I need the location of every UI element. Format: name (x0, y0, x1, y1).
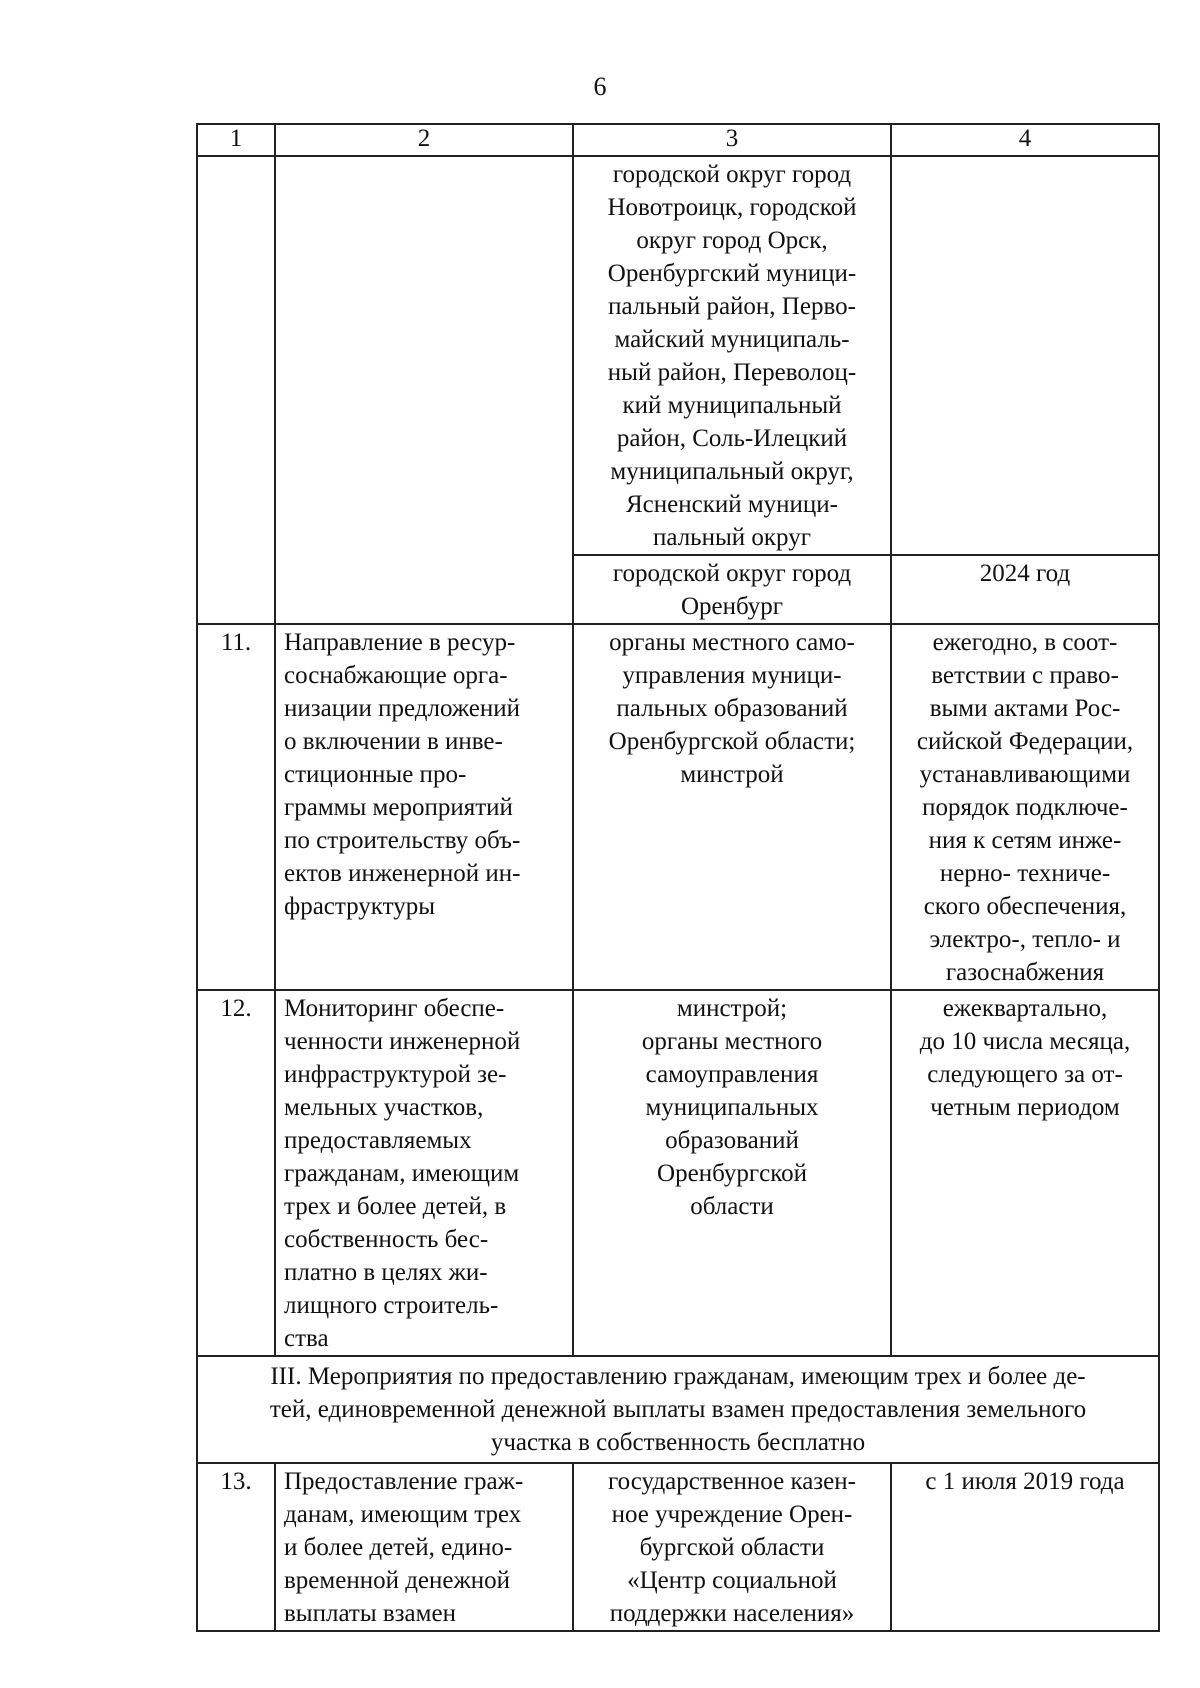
cell-measure (275, 990, 573, 1356)
text-line: Мониторинг обеспе- (284, 995, 505, 1022)
text-line: гражданам, имеющим (284, 1160, 520, 1187)
text-line: ный район, Переволоц- (607, 359, 857, 386)
text-line: граммы мероприятий (284, 794, 513, 821)
row-number: 12. (197, 990, 275, 1356)
text-line: и более детей, едино- (284, 1534, 513, 1561)
text-line: нерно- техниче- (939, 860, 1111, 887)
text-line: Оренбург (680, 593, 784, 620)
text-line: устанавливающими (919, 761, 1131, 788)
text-line: выплаты взамен (284, 1600, 456, 1627)
cell-executor (573, 1463, 891, 1631)
cell-empty (197, 156, 275, 624)
cell-executor (573, 624, 891, 990)
text-line: Ясненский муници- (625, 491, 839, 518)
cell-deadline (891, 624, 1159, 990)
text-line: по строительству объ- (284, 827, 521, 854)
page-number: 6 (593, 72, 607, 101)
header-col-3: 3 (573, 124, 891, 156)
text-line: городской округ город (612, 560, 852, 587)
text-line: образований (665, 1127, 799, 1154)
cell-measure (275, 1463, 573, 1631)
table-row (197, 990, 1159, 1356)
text-line: участка в собственность бесплатно (490, 1429, 866, 1456)
text-line: кий муниципальный (622, 392, 842, 419)
text-line: Оренбургской области; (608, 728, 856, 755)
text-line: ченности инженерной (284, 1028, 521, 1055)
text-line: самоуправления (645, 1061, 819, 1088)
text-line: III. Мероприятия по предоставлению гражданам, имеющим трех и более де- (270, 1363, 1086, 1390)
text-line: ектов инженерной ин- (284, 860, 521, 887)
text-line: округ город Орск, (636, 227, 828, 254)
text-line: Новотроицк, городской (607, 194, 857, 221)
header-col-2: 2 (275, 124, 573, 156)
text-line: минстрой; (676, 995, 788, 1022)
text-line: ежеквартально, (942, 995, 1108, 1022)
text-line: следующего за от- (927, 1061, 1123, 1088)
text-line: до 10 числа месяца, (919, 1028, 1131, 1055)
table-header-row (197, 124, 1159, 156)
text-line: пальных образований (616, 695, 848, 722)
text-line: электро-, тепло- и (929, 926, 1121, 953)
text-line: ского обеспечения, (923, 893, 1127, 920)
text-line: временной денежной (284, 1567, 511, 1594)
text-line: органы местного (641, 1028, 823, 1055)
cell-deadline: с 1 июля 2019 года (891, 1463, 1159, 1631)
text-line: пальный район, Перво- (608, 293, 856, 320)
cell-empty (891, 156, 1159, 555)
text-line: платно в целях жи- (284, 1259, 488, 1286)
text-line: ветствии с право- (931, 662, 1119, 689)
text-line: ния к сетям инже- (928, 827, 1122, 854)
text-line: Предоставление граж- (284, 1468, 524, 1495)
text-line: стиционные про- (284, 761, 467, 788)
text-line: фраструктуры (284, 893, 436, 920)
text-line: ежегодно, в соот- (932, 629, 1118, 656)
header-col-4: 4 (891, 124, 1159, 156)
header-col-1: 1 (197, 124, 275, 156)
cell-orenburg (573, 555, 891, 624)
section-row (197, 1356, 1159, 1463)
text-line: газоснабжения (945, 959, 1105, 986)
text-line: поддержки населения» (609, 1600, 855, 1627)
text-line: соснабжающие орга- (284, 662, 508, 689)
text-line: сийской Федерации, (916, 728, 1134, 755)
text-line: мельных участков, (284, 1094, 484, 1121)
cell-measure (275, 624, 573, 990)
text-line: майский муниципаль- (614, 326, 850, 353)
text-line: Направление в ресур- (284, 629, 516, 656)
text-line: четным периодом (930, 1094, 1120, 1121)
text-line: муниципальный округ, (610, 458, 854, 485)
table-row (197, 156, 1159, 555)
section-title (197, 1356, 1159, 1463)
text-line: городской округ город (612, 161, 852, 188)
text-line: Оренбургской (657, 1160, 807, 1187)
text-line: низации предложений (284, 695, 521, 722)
cell-year: 2024 год (891, 555, 1159, 624)
text-line: бургской области (639, 1534, 825, 1561)
text-line: данам, имеющим трех (284, 1501, 522, 1528)
text-line: государственное казен- (608, 1468, 856, 1495)
text-line: ства (284, 1325, 329, 1352)
text-line: инфраструктурой зе- (284, 1061, 507, 1088)
text-line: минстрой (680, 761, 784, 788)
text-line: Оренбургский муници- (607, 260, 857, 287)
text-line: области (690, 1193, 774, 1220)
text-line: «Центр социальной (627, 1567, 837, 1594)
table-row (197, 1463, 1159, 1631)
text-line: порядок подключе- (922, 794, 1128, 821)
text-line: пальный округ (653, 524, 811, 551)
text-line: о включении в инве- (284, 728, 503, 755)
table-row (197, 624, 1159, 990)
text-line: лищного строитель- (284, 1292, 499, 1319)
text-line: управления муници- (622, 662, 842, 689)
cell-empty (275, 156, 573, 624)
row-number: 13. (197, 1463, 275, 1631)
text-line: предоставляемых (284, 1127, 472, 1154)
cell-municipalities (573, 156, 891, 555)
text-line: выми актами Рос- (929, 695, 1121, 722)
cell-deadline (891, 990, 1159, 1356)
measures-table (196, 123, 1160, 1632)
text-line: трех и более детей, в (284, 1193, 507, 1220)
text-line: ное учреждение Орен- (611, 1501, 853, 1528)
cell-executor (573, 990, 891, 1356)
row-number: 11. (197, 624, 275, 990)
text-line: собственность бес- (284, 1226, 489, 1253)
text-line: органы местного само- (609, 629, 855, 656)
text-line: муниципальных (645, 1094, 819, 1121)
text-line: тей, единовременной денежной выплаты взамен предоставления земельного (269, 1396, 1087, 1423)
text-line: район, Соль-Илецкий (616, 425, 848, 452)
